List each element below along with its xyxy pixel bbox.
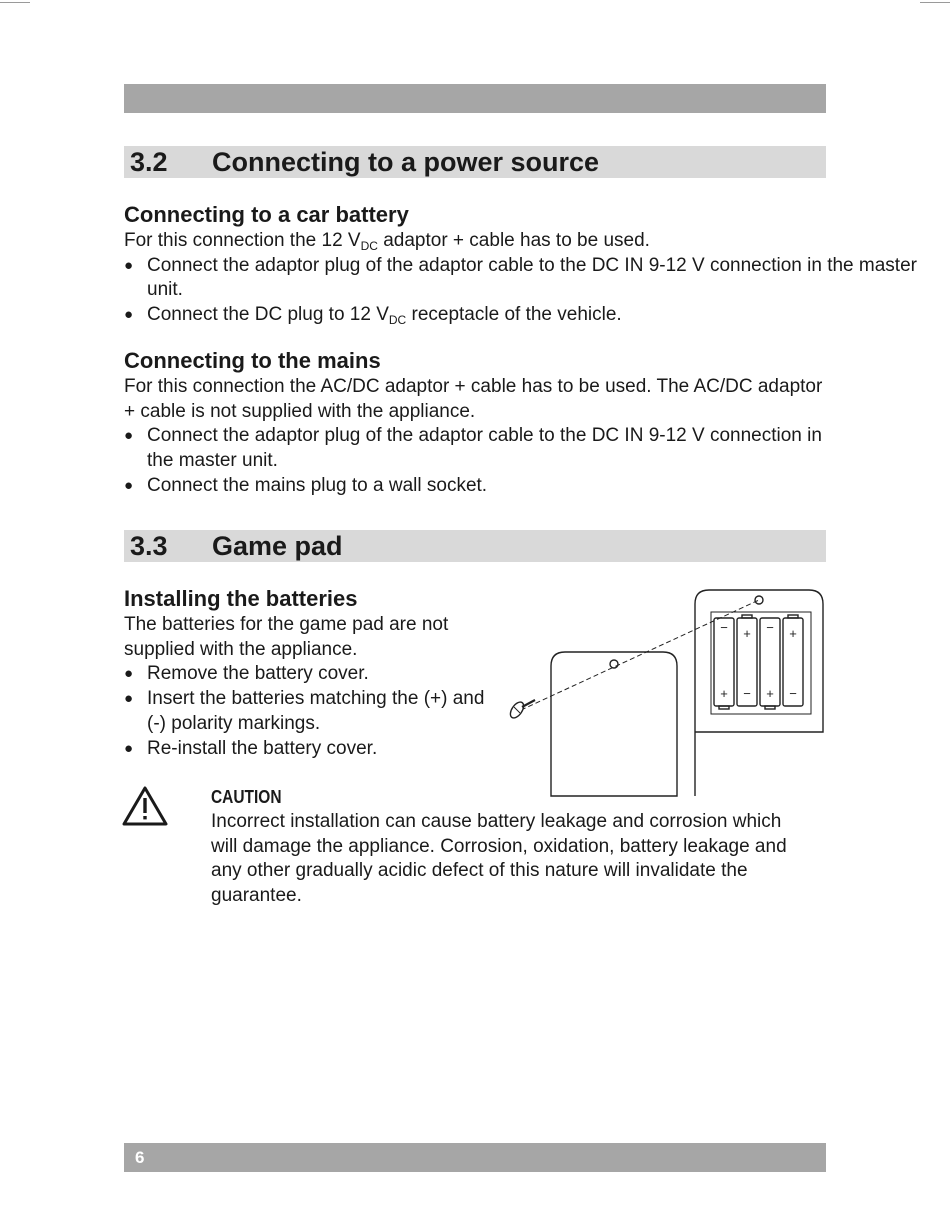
section-title: Game pad [212, 531, 343, 561]
subheading-batteries: Installing the batteries [124, 586, 358, 611]
list-item: ● Insert the batteries matching the (+) and (-) polarity markings. [124, 687, 489, 736]
mains-intro: For this connection the AC/DC adaptor + cable has to be used. The AC/DC adaptor + cable is not supplied with the appliance. [124, 376, 823, 422]
mains-body [124, 375, 824, 499]
caution-body: Incorrect installation can cause battery leakage and corrosion which will damage the appliance. Corrosion, oxidation, battery leakage and any other gradually acidic defect of this nature will invalidate the guarantee. [211, 811, 787, 907]
subheading-car-battery: Connecting to a car battery [124, 202, 409, 227]
svg-text:+: + [789, 626, 797, 641]
battery-4 [783, 615, 803, 706]
section-heading-3-2 [124, 146, 826, 178]
crop-mark-left [0, 2, 30, 3]
section-title: Connecting to a power source [212, 147, 600, 177]
battery-installation-diagram [505, 586, 827, 798]
battery-1 [714, 618, 734, 709]
mains-steps [124, 424, 824, 498]
car-battery-intro: For this connection the 12 $V_{DC}$ adaptor + cable has to be used. [124, 230, 650, 253]
list-item: ● Connect the DC plug to 12 $V_{DC}$ receptacle of the vehicle. [124, 303, 950, 328]
batteries-steps [124, 662, 489, 761]
section-heading-3-3 [124, 530, 826, 562]
svg-text:−: − [743, 686, 751, 701]
car-battery-body [124, 229, 950, 328]
warning-triangle-icon [122, 785, 168, 827]
list-item: ● Connect the adaptor plug of the adaptor cable to the DC IN 9-12 V connection in the master unit. [124, 254, 950, 303]
list-item: ● Connect the mains plug to a wall socket. [124, 474, 824, 499]
screw-icon [508, 700, 535, 720]
list-item: ● Connect the adaptor plug of the adaptor cable to the DC IN 9-12 V connection in the master unit. [124, 424, 824, 473]
batteries-intro: The batteries for the game pad are not supplied with the appliance. [124, 614, 449, 660]
svg-text:−: − [766, 620, 774, 635]
section-number: 3.3 [130, 531, 168, 561]
svg-text:+: + [743, 626, 751, 641]
svg-text:+: + [720, 686, 728, 701]
cover-screw-hole [610, 660, 618, 668]
battery-cover [551, 652, 677, 796]
caution-text [211, 810, 811, 909]
caution-title: CAUTION [211, 787, 282, 807]
svg-text:−: − [720, 620, 728, 635]
svg-text:+: + [766, 686, 774, 701]
header-bar [124, 84, 826, 113]
screw-hole [755, 596, 763, 604]
section-number: 3.2 [130, 147, 168, 177]
page-number: 6 [135, 1148, 145, 1167]
car-battery-steps [124, 254, 950, 328]
battery-2 [737, 615, 757, 706]
list-item: ● Re-install the battery cover. [124, 737, 489, 762]
crop-mark-right [920, 2, 950, 3]
svg-text:−: − [789, 686, 797, 701]
battery-3 [760, 618, 780, 709]
subheading-mains: Connecting to the mains [124, 348, 381, 373]
batteries-body [124, 613, 489, 761]
list-item: ● Remove the battery cover. [124, 662, 489, 687]
footer-bar [124, 1143, 826, 1172]
